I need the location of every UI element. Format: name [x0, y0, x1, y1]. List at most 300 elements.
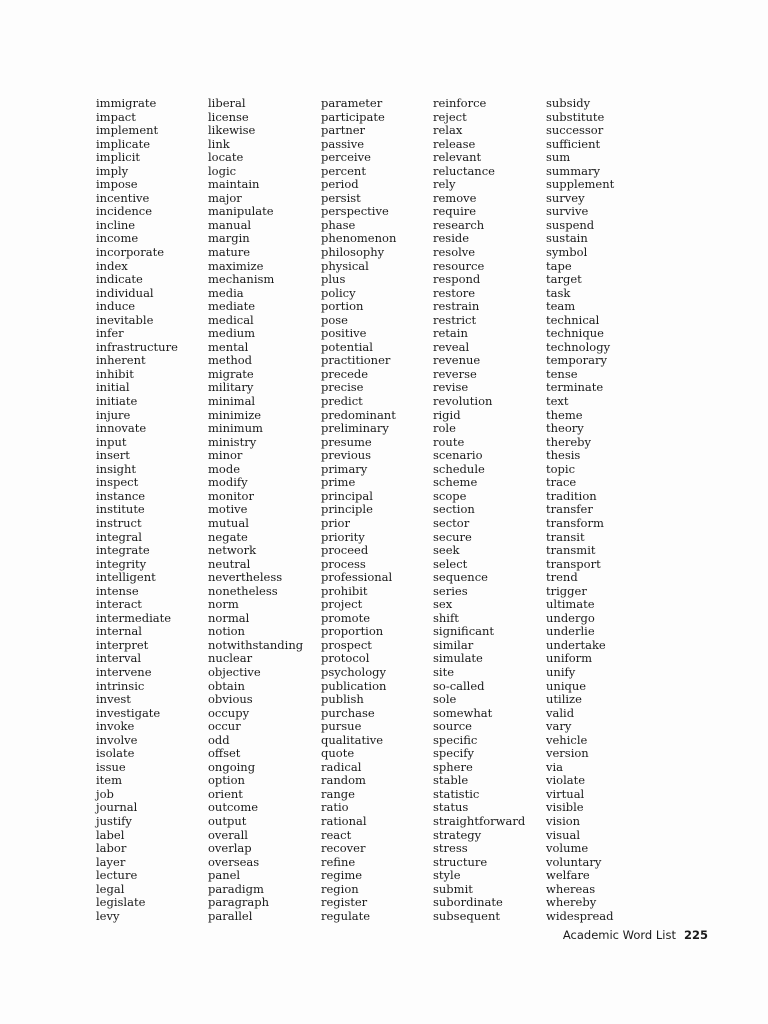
word-entry: objective [208, 664, 261, 679]
word-entry: nuclear [208, 651, 253, 666]
word-entry: revise [433, 380, 469, 395]
word-entry: react [321, 827, 352, 842]
word-entry: intervene [96, 664, 152, 679]
word-entry: induce [96, 299, 136, 314]
word-entry: pursue [321, 719, 362, 734]
word-entry: parameter [321, 96, 383, 110]
word-entry: physical [321, 258, 369, 273]
word-entry: survey [546, 190, 585, 205]
word-entry: predominant [321, 407, 396, 422]
word-entry: visual [546, 827, 581, 842]
word-entry: predict [321, 394, 363, 409]
word-entry: unique [546, 678, 587, 693]
word-entry: percent [321, 163, 366, 178]
word-entry: lecture [96, 868, 138, 883]
word-entry: notion [208, 624, 245, 639]
word-entry: specify [433, 746, 474, 761]
word-entry: technical [546, 312, 600, 327]
word-entry: sphere [433, 759, 473, 774]
word-entry: source [433, 719, 472, 734]
word-entry: vary [546, 719, 572, 734]
word-entry: vision [546, 813, 581, 828]
word-entry: media [208, 285, 244, 300]
word-entry: uniform [546, 651, 593, 666]
word-entry: widespread [546, 908, 614, 923]
word-entry: impose [96, 177, 138, 192]
word-entry: innovate [96, 421, 147, 436]
word-entry: sufficient [546, 136, 601, 151]
word-entry: occur [208, 719, 241, 734]
word-entry: revolution [433, 394, 493, 409]
word-entry: prime [321, 475, 356, 490]
word-entry: liberal [208, 96, 246, 110]
word-entry: inhibit [96, 366, 134, 381]
word-entry: nonetheless [208, 583, 278, 598]
word-entry: individual [96, 285, 154, 300]
word-entry: relax [433, 123, 463, 138]
word-entry: rational [321, 813, 367, 828]
word-entry: virtual [546, 786, 585, 801]
word-entry: phase [321, 217, 356, 232]
word-entry: minor [208, 448, 243, 463]
word-entry: restrain [433, 299, 480, 314]
word-entry: trigger [546, 583, 587, 598]
word-entry: persist [321, 190, 361, 205]
word-entry: specific [433, 732, 478, 747]
word-entry: retain [433, 326, 468, 341]
word-entry: positive [321, 326, 367, 341]
word-entry: respond [433, 272, 481, 287]
word-entry: transmit [546, 543, 596, 558]
word-entry: maintain [208, 177, 260, 192]
word-entry: register [321, 895, 368, 910]
word-entry: paradigm [208, 881, 264, 896]
word-entry: via [546, 759, 564, 774]
word-entry: symbol [546, 245, 588, 260]
word-entry: inevitable [96, 312, 154, 327]
word-entry: preliminary [321, 421, 389, 436]
word-entry: underlie [546, 624, 595, 639]
word-entry: mental [208, 339, 249, 354]
word-entry: scope [433, 488, 467, 503]
word-entry: schedule [433, 461, 485, 476]
word-entry: successor [546, 123, 604, 138]
word-entry: undertake [546, 637, 606, 652]
word-entry: occupy [208, 705, 250, 720]
word-entry: restrict [433, 312, 477, 327]
word-entry: journal [96, 800, 138, 815]
word-entry: mutual [208, 515, 249, 530]
word-entry: participate [321, 109, 385, 124]
word-entry: modify [208, 475, 248, 490]
word-entry: terminate [546, 380, 604, 395]
word-entry: mature [208, 245, 251, 260]
word-entry: maximize [208, 258, 264, 273]
word-entry: policy [321, 285, 356, 300]
footer-title: Academic Word List [562, 928, 676, 942]
word-entry: valid [546, 705, 575, 720]
word-entry: theory [546, 421, 584, 436]
word-entry: legal [96, 881, 125, 896]
word-entry: research [433, 217, 485, 232]
word-entry: income [96, 231, 139, 246]
word-entry: issue [96, 759, 126, 774]
word-entry: transit [546, 529, 585, 544]
word-entry: practitioner [321, 353, 391, 368]
word-entry: overlap [208, 841, 252, 856]
word-entry: levy [96, 908, 120, 923]
word-entry: release [433, 136, 476, 151]
word-entry: statistic [433, 786, 480, 801]
word-entry: project [321, 597, 363, 612]
word-entry: input [96, 434, 127, 449]
word-entry: plus [321, 272, 346, 287]
word-entry: inspect [96, 475, 139, 490]
word-entry: implicit [96, 150, 141, 165]
word-entry: manipulate [208, 204, 274, 219]
word-entry: restore [433, 285, 476, 300]
word-entry: locate [208, 150, 244, 165]
word-entry: volume [546, 841, 589, 856]
word-entry: passive [321, 136, 365, 151]
word-entry: implicate [96, 136, 151, 151]
word-entry: paragraph [208, 895, 270, 910]
word-entry: parallel [208, 908, 253, 923]
word-entry: so-called [433, 678, 485, 693]
word-entry: vehicle [546, 732, 588, 747]
word-entry: substitute [546, 109, 605, 124]
word-entry: summary [546, 163, 600, 178]
word-entry: whereby [546, 895, 597, 910]
word-entry: portion [321, 299, 364, 314]
word-entry: likewise [208, 123, 256, 138]
word-entry: overseas [208, 854, 260, 869]
word-entry: layer [96, 854, 126, 869]
word-entry: relevant [433, 150, 482, 165]
word-entry: involve [96, 732, 138, 747]
word-entry: unify [546, 664, 576, 679]
word-column-5 [546, 97, 661, 923]
word-entry: reverse [433, 366, 477, 381]
word-entry: option [208, 773, 245, 788]
word-entry: prospect [321, 637, 372, 652]
word-entry: site [433, 664, 455, 679]
word-entry: tape [546, 258, 572, 273]
word-entry: ratio [321, 800, 349, 815]
word-entry: principle [321, 502, 373, 517]
word-entry: sequence [433, 570, 488, 585]
word-entry: sustain [546, 231, 588, 246]
word-entry: item [96, 773, 123, 788]
word-entry: range [321, 786, 355, 801]
word-entry: role [433, 421, 456, 436]
word-entry: isolate [96, 746, 135, 761]
word-entry: supplement [546, 177, 615, 192]
word-entry: revenue [433, 353, 481, 368]
word-entry: logic [208, 163, 237, 178]
word-entry: immigrate [96, 96, 157, 110]
word-entry: primary [321, 461, 368, 476]
word-entry: scheme [433, 475, 478, 490]
word-entry: require [433, 204, 477, 219]
word-entry: imply [96, 163, 129, 178]
word-entry: philosophy [321, 245, 385, 260]
word-entry: injure [96, 407, 131, 422]
word-entry: mode [208, 461, 240, 476]
word-entry: overall [208, 827, 248, 842]
word-column-1 [96, 97, 211, 923]
word-entry: tradition [546, 488, 597, 503]
word-entry: justify [96, 813, 132, 828]
word-entry: transport [546, 556, 601, 571]
word-entry: impact [96, 109, 136, 124]
word-entry: similar [433, 637, 474, 652]
word-entry: topic [546, 461, 576, 476]
word-entry: reinforce [433, 96, 487, 110]
word-entry: internal [96, 624, 142, 639]
word-entry: technique [546, 326, 604, 341]
page-footer [563, 928, 708, 942]
word-entry: ongoing [208, 759, 256, 774]
word-entry: refine [321, 854, 356, 869]
word-entry: technology [546, 339, 611, 354]
word-entry: index [96, 258, 128, 273]
word-entry: series [433, 583, 468, 598]
word-entry: radical [321, 759, 362, 774]
word-entry: negate [208, 529, 248, 544]
word-entry: integrate [96, 543, 150, 558]
word-entry: rigid [433, 407, 461, 422]
word-entry: offset [208, 746, 241, 761]
word-entry: prohibit [321, 583, 368, 598]
word-entry: potential [321, 339, 373, 354]
word-entry: strategy [433, 827, 482, 842]
word-entry: sole [433, 692, 457, 707]
word-entry: infrastructure [96, 339, 178, 354]
word-entry: initiate [96, 394, 138, 409]
word-entry: thereby [546, 434, 591, 449]
word-entry: partner [321, 123, 366, 138]
word-entry: seek [433, 543, 460, 558]
word-entry: nevertheless [208, 570, 283, 585]
word-entry: link [208, 136, 230, 151]
word-entry: proceed [321, 543, 369, 558]
word-entry: integrity [96, 556, 147, 571]
word-entry: notwithstanding [208, 637, 304, 652]
word-entry: principal [321, 488, 373, 503]
word-entry: thesis [546, 448, 581, 463]
word-entry: shift [433, 610, 459, 625]
word-entry: significant [433, 624, 495, 639]
word-entry: subordinate [433, 895, 503, 910]
word-entry: insight [96, 461, 137, 476]
word-entry: outcome [208, 800, 259, 815]
word-entry: stable [433, 773, 469, 788]
word-entry: manual [208, 217, 252, 232]
word-entry: rely [433, 177, 456, 192]
word-entry: minimal [208, 394, 256, 409]
word-entry: intrinsic [96, 678, 145, 693]
word-entry: resolve [433, 245, 476, 260]
word-entry: incidence [96, 204, 153, 219]
word-entry: phenomenon [321, 231, 397, 246]
word-entry: intermediate [96, 610, 172, 625]
word-entry: insert [96, 448, 130, 463]
word-entry: survive [546, 204, 589, 219]
word-entry: invoke [96, 719, 135, 734]
word-column-2 [208, 97, 323, 923]
word-entry: select [433, 556, 468, 571]
word-entry: stress [433, 841, 468, 856]
word-entry: institute [96, 502, 145, 517]
word-entry: subsidy [546, 96, 591, 110]
word-entry: voluntary [546, 854, 602, 869]
word-entry: status [433, 800, 469, 815]
word-column-4 [433, 97, 548, 923]
word-entry: visible [546, 800, 584, 815]
word-entry: publication [321, 678, 387, 693]
word-entry: network [208, 543, 257, 558]
word-entry: legislate [96, 895, 146, 910]
word-entry: sector [433, 515, 470, 530]
word-entry: section [433, 502, 475, 517]
word-entry: regulate [321, 908, 371, 923]
word-entry: theme [546, 407, 583, 422]
word-entry: process [321, 556, 366, 571]
word-entry: presume [321, 434, 372, 449]
word-entry: indicate [96, 272, 143, 287]
word-entry: mediate [208, 299, 256, 314]
word-entry: minimum [208, 421, 263, 436]
word-entry: subsequent [433, 908, 500, 923]
word-entry: intense [96, 583, 139, 598]
word-entry: regime [321, 868, 363, 883]
word-entry: sex [433, 597, 453, 612]
word-entry: obtain [208, 678, 245, 693]
word-entry: structure [433, 854, 488, 869]
word-entry: promote [321, 610, 371, 625]
word-entry: ministry [208, 434, 257, 449]
word-entry: version [546, 746, 589, 761]
word-entry: margin [208, 231, 250, 246]
word-entry: transfer [546, 502, 593, 517]
word-entry: welfare [546, 868, 590, 883]
word-entry: trend [546, 570, 578, 585]
word-entry: random [321, 773, 366, 788]
word-entry: panel [208, 868, 241, 883]
word-entry: tense [546, 366, 578, 381]
word-entry: simulate [433, 651, 483, 666]
word-entry: monitor [208, 488, 254, 503]
word-entry: priority [321, 529, 365, 544]
word-entry: incorporate [96, 245, 165, 260]
word-entry: obvious [208, 692, 253, 707]
word-entry: major [208, 190, 242, 205]
word-entry: protocol [321, 651, 370, 666]
word-entry: resource [433, 258, 485, 273]
word-entry: suspend [546, 217, 595, 232]
word-entry: perspective [321, 204, 389, 219]
word-entry: remove [433, 190, 477, 205]
word-entry: invest [96, 692, 131, 707]
word-entry: proportion [321, 624, 384, 639]
word-entry: norm [208, 597, 239, 612]
word-entry: publish [321, 692, 364, 707]
word-entry: team [546, 299, 576, 314]
word-entry: instance [96, 488, 146, 503]
word-entry: minimize [208, 407, 262, 422]
word-entry: motive [208, 502, 248, 517]
word-entry: reluctance [433, 163, 495, 178]
word-entry: secure [433, 529, 472, 544]
word-entry: output [208, 813, 247, 828]
page-number: 225 [683, 928, 708, 942]
word-entry: text [546, 394, 569, 409]
word-entry: implement [96, 123, 159, 138]
word-column-3 [321, 97, 436, 923]
word-entry: previous [321, 448, 372, 463]
word-entry: psychology [321, 664, 386, 679]
word-entry: temporary [546, 353, 607, 368]
word-entry: style [433, 868, 461, 883]
word-entry: orient [208, 786, 243, 801]
word-entry: incline [96, 217, 136, 232]
word-entry: medical [208, 312, 254, 327]
word-entry: method [208, 353, 253, 368]
word-entry: task [546, 285, 571, 300]
word-entry: submit [433, 881, 473, 896]
word-entry: utilize [546, 692, 582, 707]
word-entry: straightforward [433, 813, 526, 828]
word-entry: region [321, 881, 359, 896]
word-entry: integral [96, 529, 142, 544]
word-entry: perceive [321, 150, 371, 165]
word-entry: sum [546, 150, 571, 165]
word-entry: labor [96, 841, 127, 856]
word-entry: route [433, 434, 465, 449]
word-entry: odd [208, 732, 230, 747]
word-entry: somewhat [433, 705, 493, 720]
word-entry: inherent [96, 353, 146, 368]
word-entry: license [208, 109, 249, 124]
word-entry: prior [321, 515, 350, 530]
word-entry: precede [321, 366, 369, 381]
word-entry: initial [96, 380, 130, 395]
word-entry: whereas [546, 881, 596, 896]
word-entry: trace [546, 475, 577, 490]
word-entry: reveal [433, 339, 470, 354]
word-entry: precise [321, 380, 364, 395]
word-entry: undergo [546, 610, 595, 625]
word-entry: violate [546, 773, 586, 788]
word-entry: job [96, 786, 114, 801]
word-entry: migrate [208, 366, 254, 381]
word-entry: infer [96, 326, 124, 341]
word-entry: medium [208, 326, 256, 341]
word-entry: reject [433, 109, 467, 124]
word-entry: incentive [96, 190, 150, 205]
word-entry: normal [208, 610, 250, 625]
word-entry: target [546, 272, 582, 287]
word-entry: quote [321, 746, 355, 761]
word-entry: intelligent [96, 570, 156, 585]
word-entry: professional [321, 570, 393, 585]
word-entry: period [321, 177, 359, 192]
word-entry: pose [321, 312, 348, 327]
word-entry: qualitative [321, 732, 384, 747]
word-entry: neutral [208, 556, 251, 571]
word-entry: instruct [96, 515, 142, 530]
